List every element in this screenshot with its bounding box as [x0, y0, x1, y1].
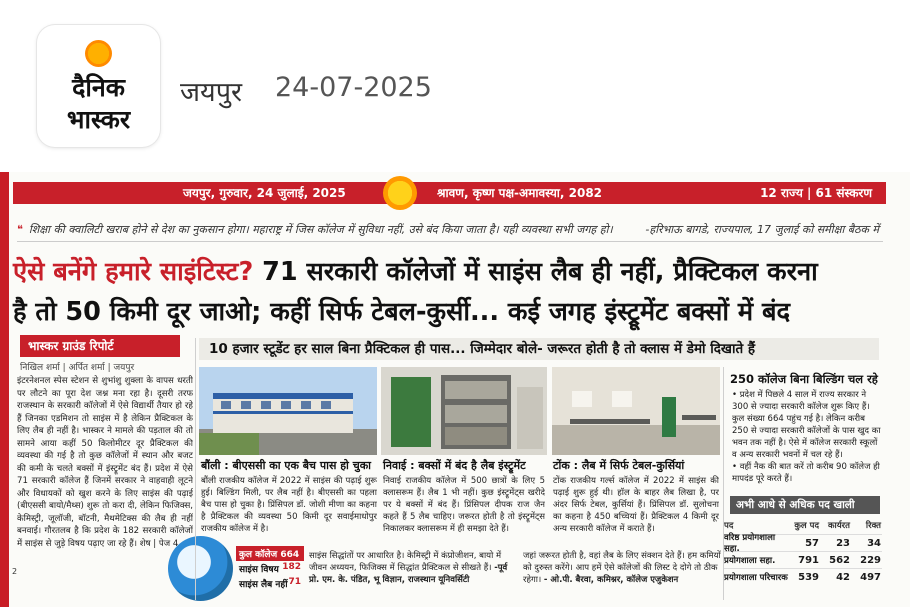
column-divider: [723, 367, 724, 600]
logo-line-1: दैनिक: [72, 73, 125, 102]
expert-quote-a: साइंस सिद्धांतों पर आधारित है। केमिस्ट्री में कंप्रोजीशन, बायो में जीवन अध्ययन, फिजिक्स में सिद्धांत प्रैक्टिकल से सीखते हैं। -पूर्व प्रो. एम. के. पंडित, भू विज्ञान, राजस्थान यूनिवर्सिटी: [309, 551, 508, 585]
expert-quote-b: जहां जरूरत होती है, वहां लैब के लिए संक्शन देते हैं। हम कमियों को दुरुस्त करेंगे। आप हमें ऐसे कॉलेजों की लिस्ट दे दोगे तो ठीक रहेगा। - ओ.पी. बैरवा, कमिश्नर, कॉलेज एजुकेशन: [523, 551, 721, 585]
story-photo-bonli[interactable]: [199, 367, 377, 455]
governor-quote: [17, 222, 883, 242]
logo-line-2: भास्कर: [66, 105, 131, 134]
sidebar-body: [732, 389, 882, 494]
story-photo-niwai[interactable]: [381, 367, 547, 455]
table-header: पद कुल पद कार्यरत रिक्त: [724, 521, 881, 531]
vacancy-table: [724, 520, 882, 585]
sub-headline: 10 हजार स्टूडेंट हर साल बिना प्रैक्टिकल ही पास... जिम्मेदार बोले- जरूरत होती है तो क्लास में डेमो दिखाते हैं: [199, 338, 879, 360]
headline-lead: ऐसे बनेंगे हमारे साइंटिस्ट?: [13, 257, 254, 287]
story-body-tonk: टोंक राजकीय गर्ल्स कॉलेज में 2022 में साइंस की पढ़ाई शुरू हुई थी। हॉल के बाहर लैब लिखा है, पर अंदर सिर्फ टेबल, कुर्सियां हैं। प्रिंसिपल डॉ. सुलोचना का कहना है 450 बच्चियां हैं। प्रैक्टिकल 4 किमी दूर अन्य सरकारी कॉलेज में कराते हैं।: [553, 476, 719, 534]
masthead-edition-count: 12 राज्य | 61 संस्करण: [760, 186, 872, 200]
table-row: वरिष्ठ प्रयोगशाला सहा. 57 23 34: [724, 533, 881, 554]
story-body-niwai: निवाई राजकीय कॉलेज में 500 छात्रों के लिए 5 क्लासरूम हैं। लैब 1 भी नहीं। कुछ इंस्ट्रूमेंट्स खरीदे पर ये बक्सों में बंद हैं। प्रिंसिपल दीपक राज जैन कहते हैं 5 लैब चाहिए। जरूरत होती है तो इंस्ट्रूमेंट्स निकालकर क्लासरूम में ही समझा देते हैं।: [383, 476, 545, 534]
story-caption-bonli: बौंली : बीएससी का एक बैच पास हो चुका: [201, 459, 372, 472]
dainik-bhaskar-logo[interactable]: [37, 25, 160, 147]
headline-line-2: है तो 50 किमी दूर जाओ; कहीं सिर्फ टेबल-कुर्सी... कई जगह इंस्ट्रूमेंट बक्सों में बंद: [13, 297, 791, 327]
quote-mark-icon: ❝: [17, 223, 23, 236]
sun-icon: [383, 176, 417, 210]
sidebar-title: 250 कॉलेज बिना बिल्डिंग चल रहे: [730, 372, 878, 386]
expert-quotes: [309, 550, 719, 598]
masthead-panchang: श्रावण, कृष्ण पक्ष-अमावस्या, 2082: [437, 186, 603, 200]
ground-report-tag: भास्कर ग्राउंड रिपोर्ट: [20, 335, 180, 357]
sun-icon: [85, 40, 112, 67]
chemistry-lab-photo: [168, 536, 233, 601]
column-divider: [195, 338, 196, 600]
quote-attribution: -हरिभाऊ बागडे, राज्यपाल, 17 जुलाई को समीक्षा बैठक में: [645, 223, 879, 236]
table-row: प्रयोगशाला परिचारक 539 42 497: [724, 568, 882, 585]
left-red-strip: [0, 172, 9, 607]
college-stats-box: [236, 546, 304, 591]
page-number: 2: [12, 567, 18, 576]
quote-text: शिक्षा की क्वालिटी खराब होने से देश का नुकसान होगा। महाराष्ट्र में जिस कॉलेज में सुविधा नहीं, उसे बंद किया जाता है। यही व्यवस्था सभी जगह हो।: [28, 223, 613, 236]
story-body-bonli: बौंली राजकीय कॉलेज में 2022 में साइंस की पढ़ाई शुरू हुई। बिल्डिंग मिली, पर लैब नहीं है। बीएससी का पहला बैच पास हो चुका है। प्रिंसिपल डॉ. जोशी मीणा का कहना है प्रैक्टिकल की व्यवस्था 50 किमी दूर सवाईमाधोपुर राजकीय कॉलेज में है।: [201, 476, 377, 534]
masthead-bar: [13, 182, 886, 204]
stat-row: साइंस विषय 182: [239, 562, 301, 575]
sidebar-bullet: • वहीं नैक की बात करें तो करीब 90 कॉलेज ही मापदंड पूरे करते हैं।: [732, 462, 880, 484]
vacancy-band: अभी आधे से अधिक पद खाली: [730, 496, 880, 514]
sidebar-bullet: • प्रदेश में पिछले 4 साल में राज्य सरकार ने 300 से ज्यादा सरकारी कॉलेज शुरू किए हैं। कुल संख्या 664 पहुंच गई है। लेकिन करीब 250 से ज्यादा सरकारी कॉलेजों के पास खुद का भवन तक नहीं है। ऐसे में कॉलेज सरकारी स्कूलों व अन्य सरकारी भवनों में चल रहे हैं।: [732, 390, 881, 460]
story-caption-tonk: टोंक : लैब में सिर्फ टेबल-कुर्सियां: [553, 459, 685, 472]
masthead-date: जयपुर, गुरुवार, 24 जुलाई, 2025: [183, 186, 346, 200]
byline: निखिल शर्मा | अर्पित शर्मा | जयपुर: [20, 363, 135, 373]
report-body: इंटरनेशनल स्पेस स्टेशन से शुभांशु शुक्ला के वापस धरती पर लौटने का पूरा देश जश्न मना रहा है। दूसरी तरफ राजस्थान के सरकारी कॉलेजों में ऐसे विद्यार्थी तैयार हो रहे हैं जिनका एडमिशन तो साइंस में है लेकिन प्रैक्टिकल के लिए लैब ही नहीं है। भास्कर ने मामले की पड़ताल की तो सामने आया कहीं 50 किलोमीटर दूर प्रैक्टिकल की व्यवस्था की गई है तो कुछ कॉलेजों में स्थान और बजट की कमी के चलते बक्सों में इंस्ट्रूमेंट बंद हैं। प्रदेश में ऐसे 71 सरकारी कॉलेज हैं जिनमें सरकार ने वाहवाही लूटने और विधायकों को खुश करने के लिए साइंस की पढ़ाई (बीएससी बायो/मैथ्स) शुरू तो करा दी, लेकिन फिजिक्स, केमिस्ट्री, जूलॉजी, बॉटनी, मैथमेटिक्स की लैब ही नहीं बनवाई। गौरतलब है कि प्रदेश के 182 सरकारी कॉलेजों में साइंस से जुड़े विषय पढ़ाए जा रहे हैं। शेष | पेज 4: [17, 376, 193, 549]
story-photo-tonk[interactable]: [552, 367, 720, 455]
edition-city: जयपुर: [180, 77, 243, 108]
stat-head: कुल कॉलेज 664: [236, 546, 304, 561]
table-row: प्रयोगशाला सहा. 791 562 229: [724, 551, 882, 568]
story-caption-niwai: निवाई : बक्सों में बंद है लैब इंस्ट्रूमेंट: [383, 459, 526, 472]
main-headline[interactable]: [13, 252, 889, 332]
headline-line-1: 71 सरकारी कॉलेजों में साइंस लैब ही नहीं, प्रैक्टिकल करना: [262, 257, 818, 287]
app-header: [0, 0, 910, 172]
newspaper-page: [0, 172, 910, 607]
edition-date: 24-07-2025: [275, 72, 432, 103]
stat-row: साइंस लैब नहीं 71: [239, 577, 301, 590]
